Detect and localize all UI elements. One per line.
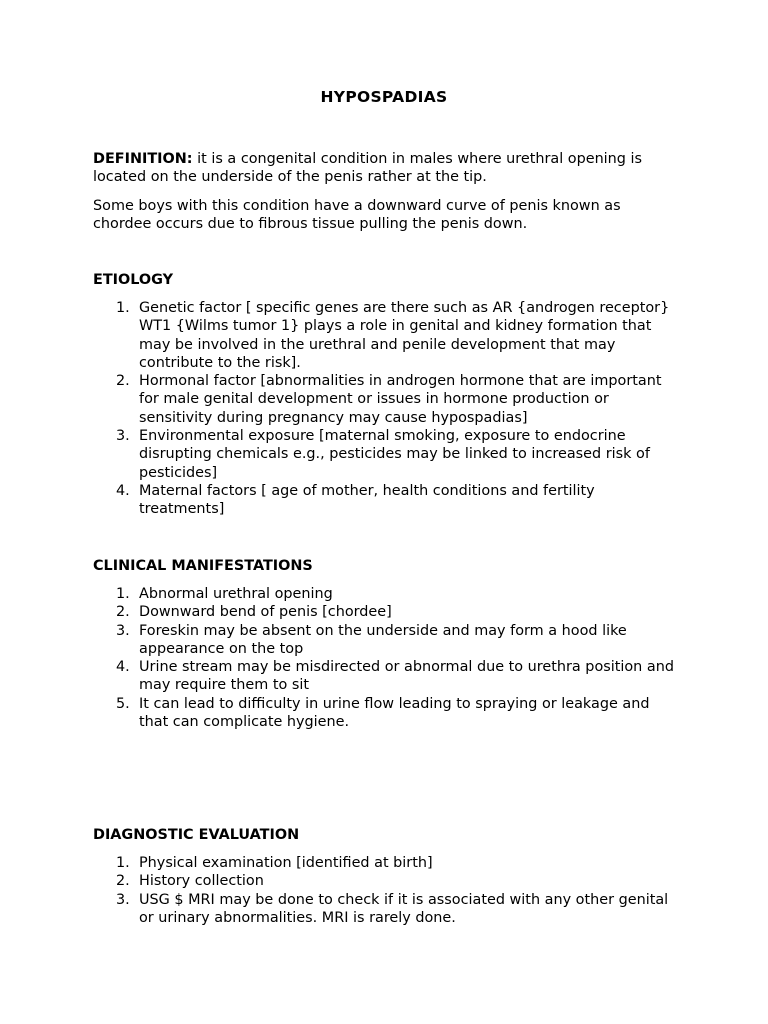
list-text: Environmental exposure [maternal smoking, exposure to endocrine disrupting chemicals e.g., pesticides may be linked to increased risk of pesticides]: [139, 428, 650, 481]
clinical-heading: CLINICAL MANIFESTATIONS: [93, 558, 313, 574]
definition-text: it is a congenital condition in males where urethral opening is located on the underside of the penis rather at the tip.: [93, 151, 643, 186]
list-item: [93, 854, 683, 872]
list-item: [93, 299, 683, 372]
list-text: Foreskin may be absent on the underside and may form a hood like appearance on the top: [139, 622, 627, 657]
list-text: Maternal factors [ age of mother, health conditions and fertility treatments]: [139, 482, 595, 518]
list-number: 3.: [116, 428, 130, 445]
list-text: History collection: [139, 873, 264, 890]
document-title: HYPOSPADIAS: [320, 88, 448, 106]
list-item: [93, 427, 683, 482]
list-number: 2.: [116, 873, 130, 890]
clinical-list: [93, 585, 683, 731]
list-text: Downward bend of penis [chordee]: [139, 604, 392, 621]
list-item: [93, 872, 683, 890]
definition-label: DEFINITION:: [93, 151, 193, 167]
list-number: 4.: [116, 659, 130, 676]
list-item: [93, 658, 683, 695]
list-number: 2.: [116, 604, 130, 621]
list-number: 4.: [116, 482, 130, 499]
list-number: 3.: [116, 891, 130, 908]
list-text: USG $ MRI may be done to check if it is associated with any other genital or urinary abnormalities. MRI is rarely done.: [139, 891, 669, 926]
definition-paragraph: [93, 150, 683, 187]
list-text: Physical examination [identified at birth]: [139, 855, 433, 871]
list-number: 5.: [116, 695, 130, 712]
list-text: It can lead to difficulty in urine flow leading to spraying or leakage and that can complicate hygiene.: [139, 695, 650, 731]
etiology-list: [93, 299, 683, 519]
list-number: 1.: [116, 855, 130, 871]
list-item: [93, 891, 683, 928]
diagnostic-heading: DIAGNOSTIC EVALUATION: [93, 827, 300, 843]
chordee-paragraph: Some boys with this condition have a downward curve of penis known as chordee occurs due to fibrous tissue pulling the penis down.: [93, 198, 621, 233]
list-text: Urine stream may be misdirected or abnormal due to urethra position and may require them to sit: [139, 659, 674, 694]
list-text: Genetic factor [ specific genes are there such as AR {androgen receptor} WT1 {Wilms tumor 1} plays a role in genital and kidney formation that may be involved in the urethral and penile development that may contribute to the risk].: [139, 300, 670, 371]
list-item: [93, 482, 683, 519]
list-text: Abnormal urethral opening: [139, 586, 333, 602]
list-item: [93, 695, 683, 732]
list-item: [93, 622, 683, 659]
list-item: [93, 585, 683, 603]
list-item: [93, 372, 683, 427]
list-item: [93, 603, 683, 621]
list-number: 3.: [116, 622, 130, 639]
list-text: Hormonal factor [abnormalities in androgen hormone that are important for male genital development or issues in hormone production or sensitivity during pregnancy may cause hypospadias]: [139, 373, 662, 426]
list-number: 2.: [116, 373, 130, 390]
diagnostic-list: [93, 854, 683, 927]
etiology-heading: ETIOLOGY: [93, 272, 174, 288]
list-number: 1.: [116, 586, 130, 602]
list-number: 1.: [116, 300, 130, 316]
